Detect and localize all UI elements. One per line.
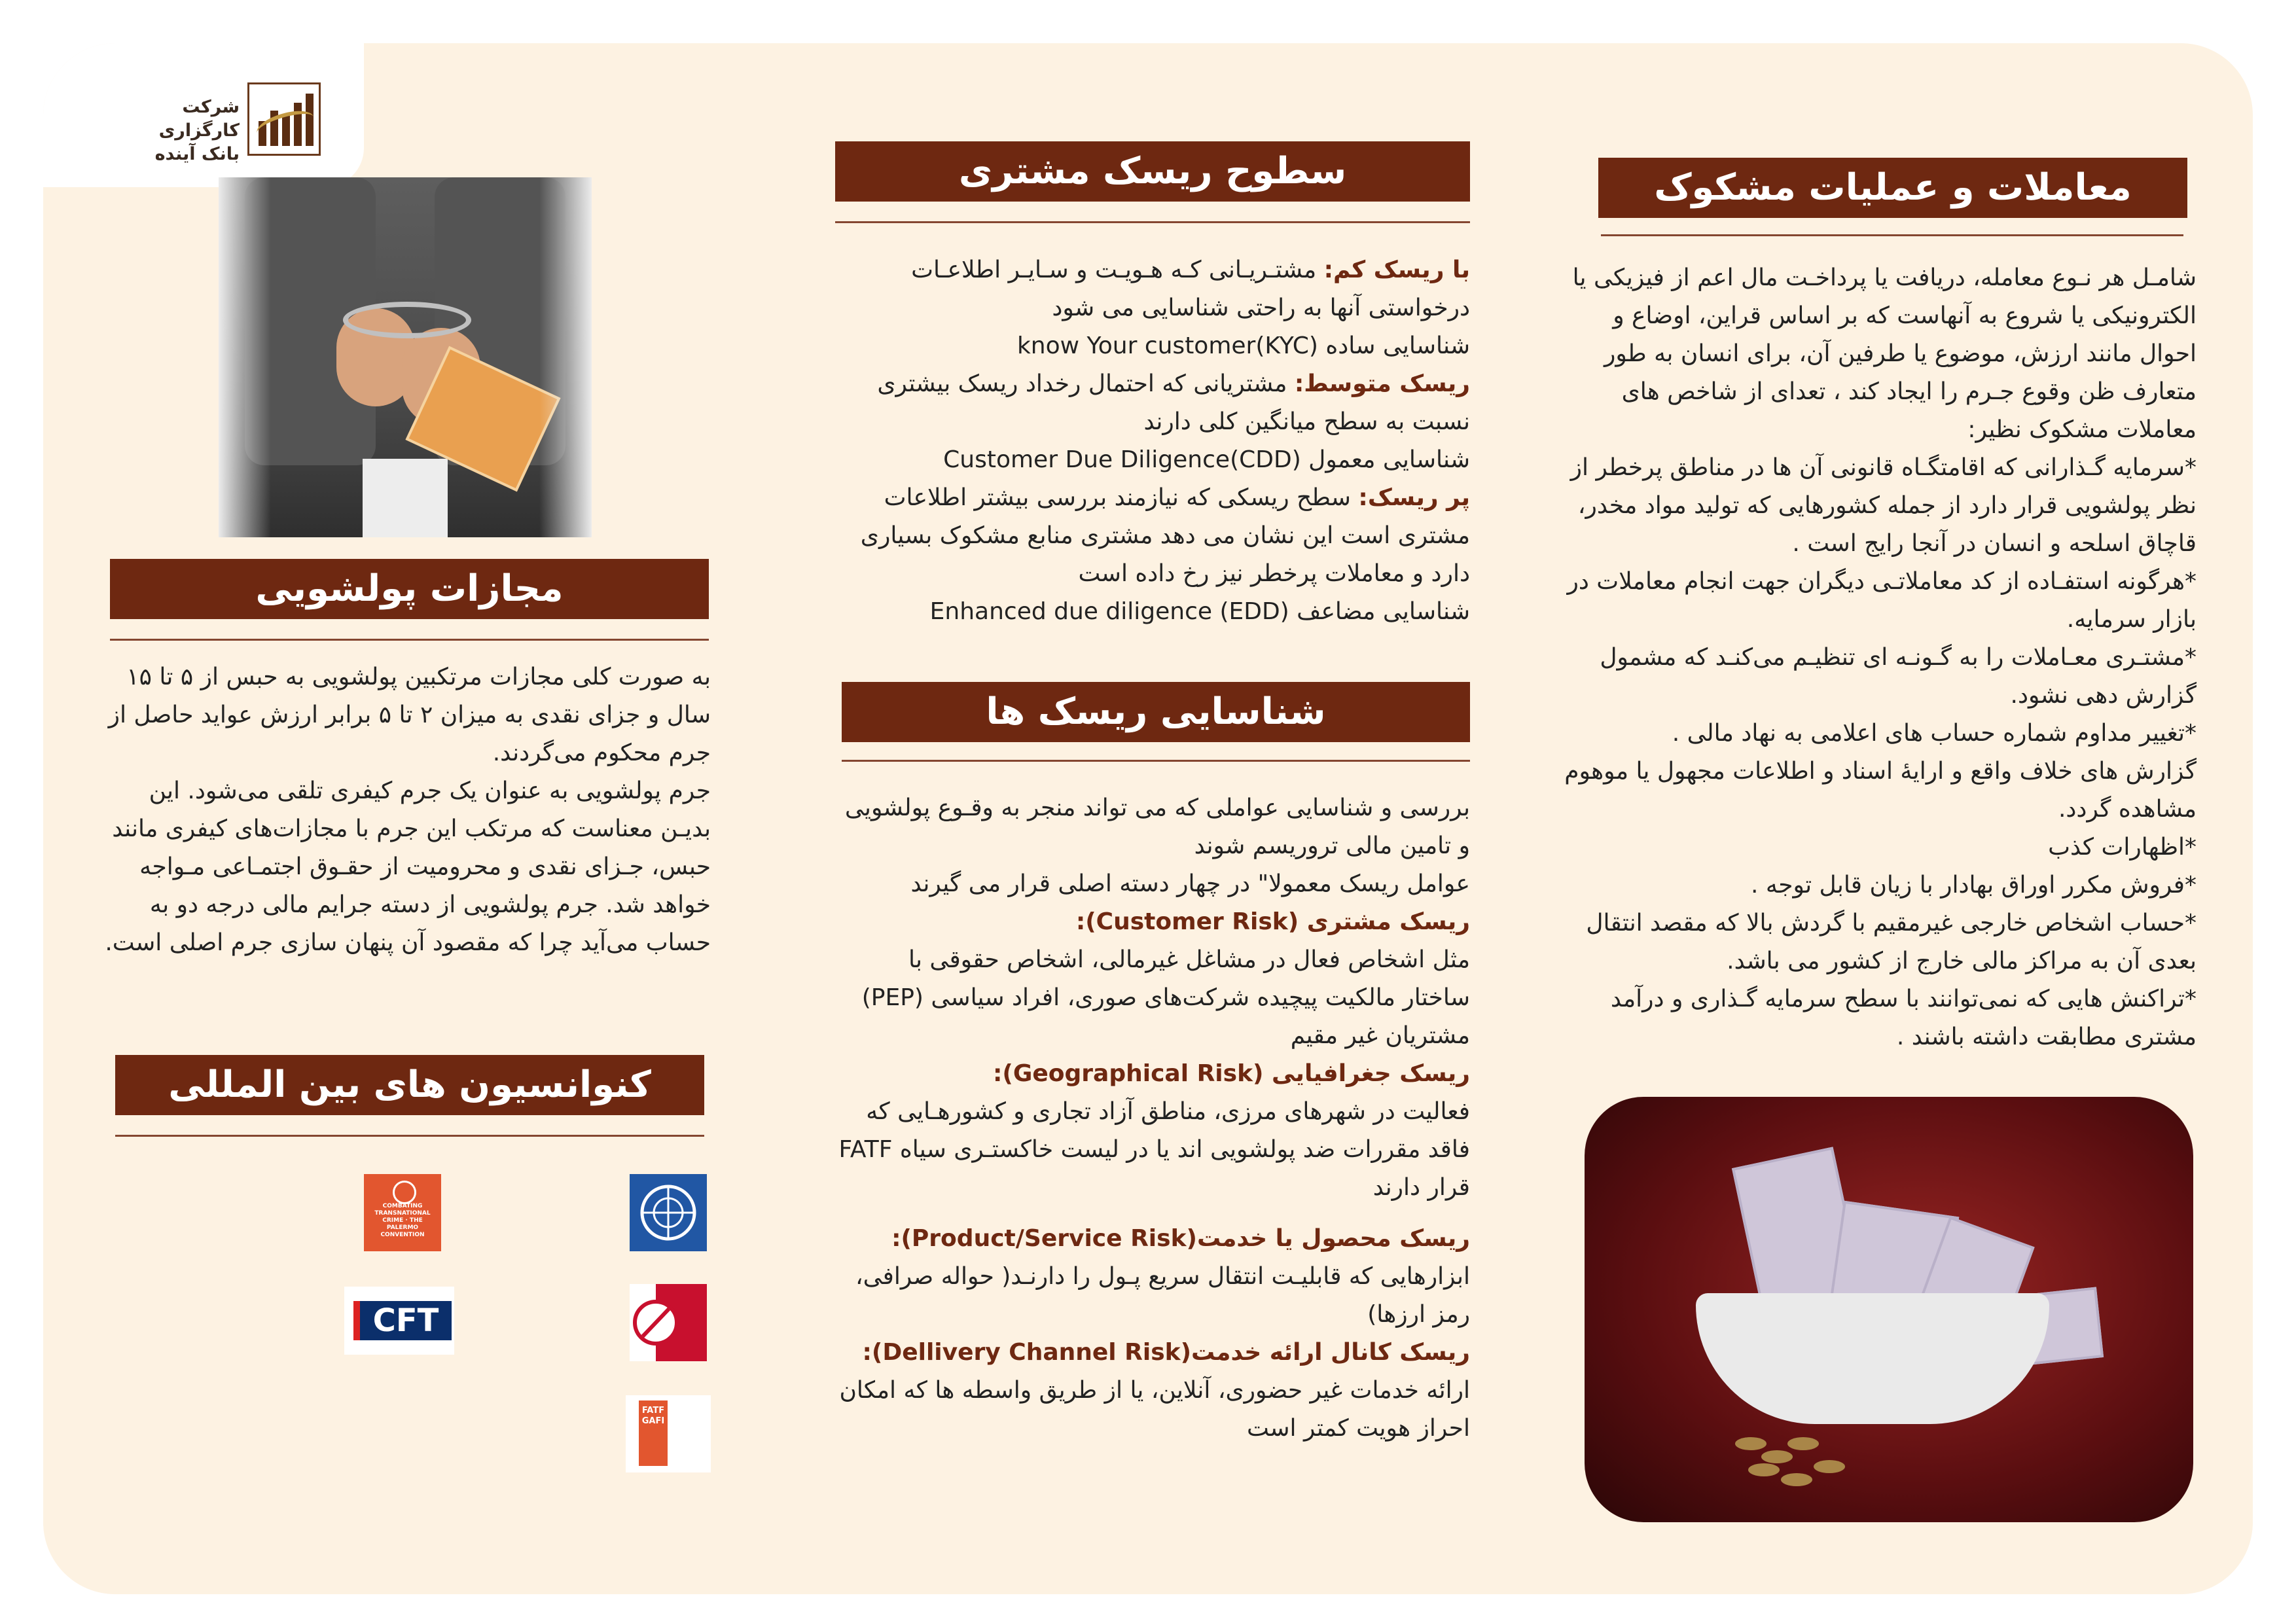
- intro-line: عوامل ریسک معمولا" در چهار دسته اصلی قرار می گیرند: [910, 870, 1470, 897]
- product-risk-text: ابزارهایی که قابلیـت انتقال سریع پـول را دارنـد( حواله صرافی، رمز ارزها): [855, 1263, 1470, 1328]
- risk-identification-text: [835, 789, 1470, 1448]
- geo-risk-text: فعالیت در شهرهای مرزی، مناطق آزاد تجاری و کشورهـایی که فاقد مقررات ضد پولشویی اند یا در لیست خاکستـری سیاه FATF قرار دارند: [838, 1098, 1470, 1201]
- un-icon: [630, 1174, 707, 1251]
- mid-risk-text: مشتریانی که احتمال رخداد ریسک بیشتری نسبت به سطح میانگین کلی دارند: [877, 370, 1470, 435]
- palermo-icon: [364, 1174, 441, 1251]
- mid-risk-item: [835, 365, 1470, 441]
- paragraph: *حساب اشخاص خارجی غیرمقیم با گردش بالا که مقصد انتقال بعدی آن به مراکز مالی خارج از کشور می باشد.: [1586, 910, 2197, 974]
- company-line1: شرکت کارگزاری: [158, 97, 240, 141]
- merida-icon: [630, 1284, 707, 1361]
- paragraph: *سرمایه گـذارانی که اقامتگـاه قانونی آن ها در مناطق پرخطر از نظر پولشویی قرار دارد از جمله کشورهایی که تولید مواد مخدر، قاچاق اسلحه و انسان در آنجا رایج است .: [1570, 454, 2197, 557]
- paragraph: *مشتـری معـاملات را به گـونـه ای تنظیـم می‌کنـد که مشمول گزارش دهی نشود.: [1600, 644, 2197, 709]
- paragraph: شامـل هر نـوع معامله، دریافت یا پرداخـت مال اعم از فیزیکی یا الکترونیکی یا شروع به آنهاست که بر اساس قراین، اوضاع و احوال مانند ارزش، موضوع یا طرفین آن، برای انسان به طور متعارف ظن وقوع جـرم را ایجاد کند ، تعدای از شاخص های معاملات مشکوک نظیر:: [1572, 264, 2197, 443]
- paragraph: *فروش مکرر اوراق بهادار با زیان قابل توجه .: [1751, 872, 2197, 899]
- title-divider: [115, 1135, 704, 1137]
- logo-area: [43, 43, 364, 187]
- risk-identification-title: شناسایی ریسک ها: [842, 682, 1470, 742]
- paragraph: *هرگونه استفـاده از کد معاملاتـی دیگران جهت انجام معاملات در بازار سرمایه.: [1567, 568, 2197, 633]
- conventions-title: کنوانسیون های بین المللی: [115, 1055, 704, 1115]
- suspicious-transactions-title: معاملات و عملیات مشکوک: [1598, 158, 2187, 218]
- company-line2: بانک آینده: [154, 144, 240, 164]
- fatf-logo-text: FATF GAFI: [639, 1400, 668, 1466]
- high-risk-item: [835, 479, 1470, 593]
- customer-risk-label: ریسک مشتری (Customer Risk):: [1075, 908, 1470, 935]
- delivery-risk-text: ارائه خدمات غیر حضوری، آنلاین، یا از طریق واسطه ها که امکان احراز هویت کمتر است: [839, 1377, 1470, 1442]
- product-risk-label: ریسک محصول یا خدمت(Product/Service Risk):: [891, 1225, 1470, 1252]
- paragraph: گزارش های خلاف واقع و ارایۀ اسناد و اطلاعات مجهول یا موهوم مشاهده گردد.: [1564, 758, 2197, 823]
- company-name: [109, 96, 240, 166]
- geo-risk-label: ریسک جغرافیایی (Geographical Risk):: [992, 1060, 1470, 1087]
- paragraph: جرم پولشویی به عنوان یک جرم کیفری تلقی می‌شود. این بدیـن معناست که مرتکب این جرم با مجازات‌های کیفری مانند حبس، جـزای نقدی و محرومیت از حقـوق اجتمـاعی مـواجه خواهد شد. جرم پولشویی از دسته جرایم مالی درجه دو به حساب می‌آید چرا که مقصود آن پنهان سازی جرم اصلی است.: [105, 777, 711, 956]
- cft-logo-text: CFT: [353, 1301, 452, 1340]
- paragraph: *تغییر مداوم شماره حساب های اعلامی به نهاد مالی .: [1672, 720, 2197, 747]
- edd-line: شناسایی مضاعف Enhanced due diligence (EDD): [929, 598, 1470, 625]
- paragraph: *اظهارات کذب: [2048, 834, 2197, 861]
- intro-line: بررسی و شناسایی عواملی که می تواند منجر به وقـوع پولشویی و تامین مالی تروریسم شوند: [844, 794, 1470, 859]
- customer-risk-text: مثل اشخاص فعال در مشاغل غیرمالی، اشخاص حقوقی با ساختار مالکیت پیچیده شرکت‌های صوری، افراد سیاسی (PEP) مشتریان غیر مقیم: [861, 946, 1470, 1049]
- low-risk-label: با ریسک کم:: [1323, 257, 1470, 283]
- paragraph: به صورت کلی مجازات مرتکبین پولشویی به حبس از ۵ تا ۱۵ سال و جزای نقدی به میزان ۲ تا ۵ برابر ارزش عواید حاصل از جرم محکوم می‌گردند.: [108, 664, 711, 766]
- penalties-title: مجازات پولشویی: [110, 559, 709, 619]
- high-risk-text: سطح ریسکی که نیازمند بررسی بیشتر اطلاعات مشتری است این نشان می دهد مشتری منابع مشکوک بسیاری دارد و معاملات پرخطر نیز رخ داده است: [860, 484, 1470, 587]
- fatf-icon: [626, 1395, 711, 1472]
- title-divider: [110, 639, 709, 641]
- high-risk-label: پر ریسک:: [1358, 484, 1470, 511]
- title-divider: [835, 221, 1470, 223]
- penalties-text: [102, 658, 711, 962]
- kyc-line: شناسایی ساده know Your customer(KYC): [1016, 332, 1470, 359]
- cdd-line: شناسایی معمول Customer Due Diligence(CDD): [943, 446, 1470, 473]
- delivery-risk-label: ریسک کانال ارائه خدمت(Dellivery Channel Risk):: [862, 1339, 1470, 1366]
- mid-risk-label: ریسک متوسط:: [1294, 370, 1470, 397]
- risk-levels-text: [835, 251, 1470, 631]
- brand-logo-icon: [247, 82, 321, 156]
- brochure-sheet: [43, 43, 2253, 1594]
- palermo-logo-text: COMBATING TRANSNATIONAL CRIME · THE PALERMO CONVENTION: [374, 1203, 431, 1238]
- low-risk-item: [835, 251, 1470, 327]
- low-risk-text: مشتـریـانی کـه هـویـت و سـایـر اطلاعـات درخواستی آنها به راحتی شناسایی می شود: [911, 257, 1470, 321]
- suspicious-transactions-text: [1562, 259, 2197, 1056]
- money-bathtub-image: [1585, 1097, 2193, 1522]
- cft-icon: [344, 1287, 454, 1355]
- title-divider: [1601, 234, 2183, 236]
- risk-levels-title: سطوح ریسک مشتری: [835, 141, 1470, 202]
- paragraph: *تراکنش هایی که نمی‌توانند با سطح سرمایه گـذاری و درآمد مشتری مطابقت داشته باشند .: [1610, 986, 2197, 1050]
- title-divider: [842, 760, 1470, 762]
- handcuffed-hands-image: [219, 177, 592, 537]
